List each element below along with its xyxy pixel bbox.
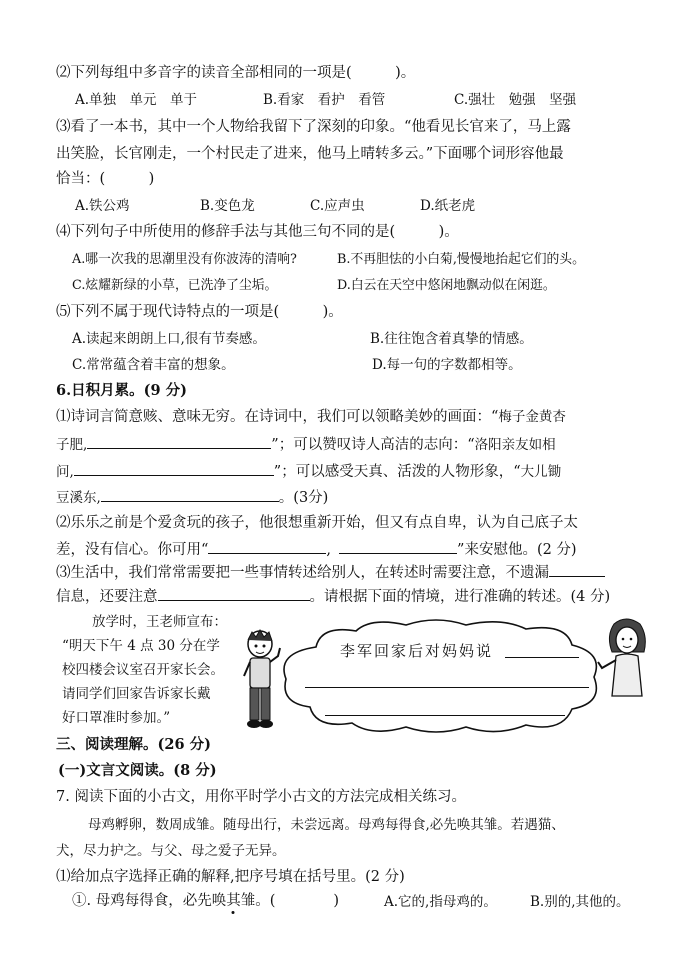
q7-1-item1-a: A.它的,指母鸡的。 bbox=[384, 894, 497, 910]
q3-option-c: C.应声虫 bbox=[310, 198, 365, 214]
q3-option-d: D.纸老虎 bbox=[420, 198, 476, 214]
poem-blank-1[interactable] bbox=[87, 434, 271, 449]
q6-3-line1: ⑶生活中，我们常常需要把一些事情转述给别人，在转述时需要注意，不遗漏 bbox=[56, 562, 605, 583]
q6-3-line2: 信息，还要注意 。请根据下面的情境，进行准确的转述。(4 分) bbox=[56, 586, 610, 607]
q4-stem: ⑷下列句子中所使用的修辞手法与其他三句不同的是( )。 bbox=[56, 224, 459, 240]
q6-1-line4: 豆溪东, 。(3分) bbox=[56, 487, 328, 508]
q3-line2: 出笑脸，长官刚走，一个村民走了进来，他马上晴转多云。”下面哪个词形容他最 bbox=[56, 146, 564, 162]
q5-option-c: C.常常蕴含着丰富的想象。 bbox=[72, 357, 235, 373]
q6-1-line3: 问, ”；可以感受天真、活泼的人物形象，“大儿锄 bbox=[56, 461, 561, 482]
notice-line-2: “明天下午 4 点 30 分在学 bbox=[62, 638, 220, 654]
retell-blank-1[interactable] bbox=[549, 562, 605, 577]
passage-line-1: 母鸡孵卵，数周成雏。随母出行，未尝远离。母鸡每得食,必先唤其雏。若遇猫、 bbox=[88, 817, 565, 833]
cloud-answer-line-3[interactable] bbox=[325, 715, 565, 716]
q3-line3: 恰当：( ) bbox=[56, 171, 155, 187]
q2-option-a: A.单独 单元 单于 bbox=[75, 92, 198, 108]
q6-2-line2: 差，没有信心。你可用“ , ”来安慰他。(2 分) bbox=[56, 539, 577, 560]
q4-option-c: C.炫耀新绿的小草，已洗净了尘垢。 bbox=[72, 278, 278, 293]
q7-1-stem: ⑴给加点字选择正确的解释,把序号填在括号里。(2 分) bbox=[56, 869, 405, 885]
speech-cloud bbox=[276, 617, 606, 735]
q4-option-b: B.不再胆怯的小白菊,慢慢地抬起它们的头。 bbox=[337, 252, 585, 267]
passage-line-2: 犬，尽力护之。与父、母之爱子无异。 bbox=[56, 843, 286, 859]
notice-line-3: 校四楼会议室召开家长会。 bbox=[62, 662, 224, 678]
q3-option-a: A.铁公鸡 bbox=[75, 198, 130, 214]
q6-2-line1: ⑵乐乐之前是个爱贪玩的孩子，他很想重新开始，但又有点自卑，认为自己底子太 bbox=[56, 515, 578, 531]
q6-heading: 6.日积月累。(9 分) bbox=[56, 382, 187, 399]
notice-line-5: 好口罩准时参加。” bbox=[62, 710, 171, 726]
retell-blank-2[interactable] bbox=[158, 586, 310, 601]
q7-1-item1: ①. 母鸡每得食，必先唤其雏。( ) bbox=[72, 893, 340, 909]
notice-line-1: 放学时，王老师宣布： bbox=[92, 614, 227, 630]
poem-blank-3[interactable] bbox=[101, 487, 279, 502]
q3-line1: ⑶看了一本书，其中一个人物给我留下了深刻的印象。“他看见长官来了，马上露 bbox=[56, 119, 571, 135]
cloud-prompt: 李军回家后对妈妈说 bbox=[340, 642, 494, 660]
q4-option-d: D.白云在天空中悠闲地飘动似在闲逛。 bbox=[337, 278, 556, 293]
q4-option-a: A.哪一次我的思潮里没有你波涛的清响? bbox=[72, 252, 297, 267]
q5-option-d: D.每一句的字数都相等。 bbox=[372, 357, 522, 373]
q3-option-b: B.变色龙 bbox=[200, 198, 255, 214]
cloud-answer-line-2[interactable] bbox=[305, 687, 589, 688]
q5-option-a: A.读起来朗朗上口,很有节奏感。 bbox=[72, 331, 266, 347]
poem-blank-2[interactable] bbox=[74, 461, 274, 476]
section3-heading: 三、阅读理解。(26 分) bbox=[56, 736, 211, 753]
q7-1-item1-b: B.别的,其他的。 bbox=[530, 894, 630, 910]
q6-1-line1: ⑴诗词言简意赅、意味无穷。在诗词中，我们可以领略美妙的画面：“梅子金黄杏 bbox=[56, 409, 566, 425]
comfort-blank-1[interactable] bbox=[208, 539, 326, 554]
cloud-answer-line-1[interactable] bbox=[505, 657, 579, 658]
q5-option-b: B.往往饱含着真挚的情感。 bbox=[370, 331, 533, 347]
q6-1-line2: 子肥, ”；可以赞叹诗人高洁的志向：“洛阳亲友如相 bbox=[56, 434, 556, 455]
q2-option-b: B.看家 看护 看管 bbox=[263, 92, 386, 108]
section3-sub: (一)文言文阅读。(8 分) bbox=[58, 762, 217, 779]
notice-line-4: 请同学们回家告诉家长戴 bbox=[62, 686, 211, 702]
q2-stem: ⑵下列每组中多音字的读音全部相同的一项是( )。 bbox=[56, 65, 416, 81]
comfort-blank-2[interactable] bbox=[339, 539, 457, 554]
q2-option-c: C.强壮 勉强 坚强 bbox=[454, 92, 577, 108]
q7-stem: 7. 阅读下面的小古文，用你平时学小古文的方法完成相关练习。 bbox=[56, 789, 466, 805]
mother-illustration bbox=[596, 618, 658, 700]
q5-stem: ⑸下列不属于现代诗特点的一项是( )。 bbox=[56, 304, 343, 320]
